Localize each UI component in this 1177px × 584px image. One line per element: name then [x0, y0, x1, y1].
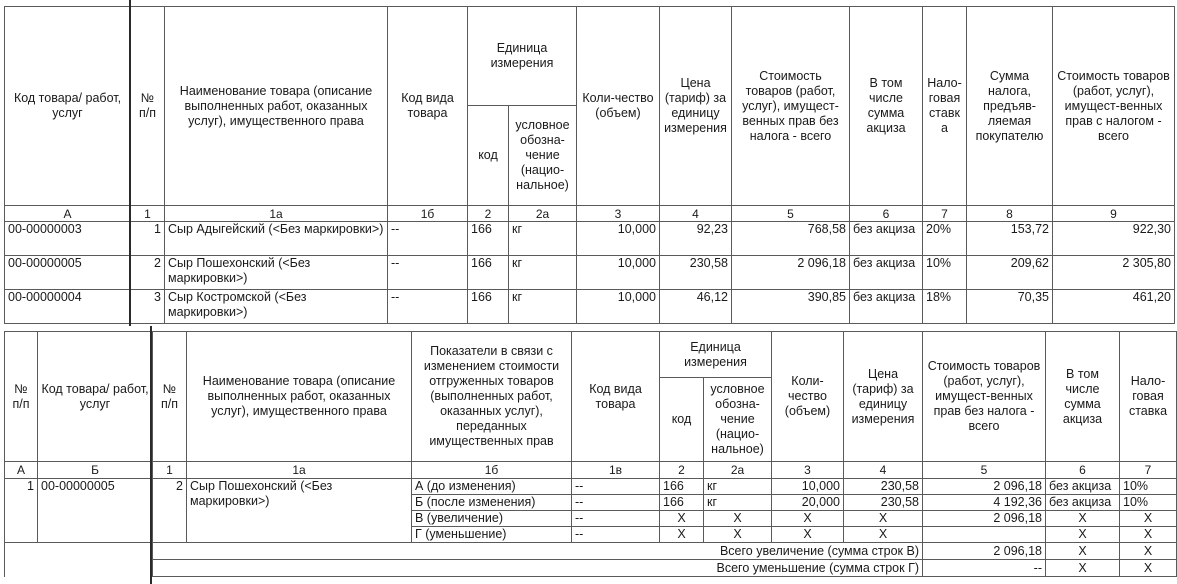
header-unit-code: код [468, 106, 509, 206]
tax-rate: X [1120, 527, 1177, 543]
cost: 2 096,18 [923, 479, 1046, 495]
unit-code: X [660, 527, 704, 543]
header-qty: Коли-чество (объем) [577, 7, 660, 206]
item-number: 3 [131, 290, 165, 324]
item-name: Сыр Пошехонский (<Без маркировки>) [187, 479, 412, 543]
total-increase-excise: X [1046, 543, 1120, 560]
adjustment-table [4, 331, 1177, 577]
header-tax: Сумма налога, предъяв-ляемая покупателю [967, 7, 1053, 206]
cost: 4 192,36 [923, 495, 1046, 511]
cost [923, 527, 1046, 543]
total-decrease-excise: X [1046, 560, 1120, 577]
excise: без акциза [850, 256, 923, 290]
cost: 2 096,18 [923, 511, 1046, 527]
colnum: 1 [153, 462, 187, 479]
column-numbers-row [5, 206, 1175, 222]
header-unit: Единица измерения [660, 332, 772, 378]
header-kind: Код вида товара [388, 7, 468, 206]
header-indicators: Показатели в связи с изменением стоимости отгруженных товаров (выполненных работ, оказанных услуг), переданных имущественных прав [412, 332, 572, 462]
header-qty: Коли-чество (объем) [772, 332, 844, 462]
item-kind: -- [388, 256, 468, 290]
total-decrease-row [5, 560, 1177, 577]
excise: без акциза [850, 222, 923, 256]
cut-line-bottom [150, 326, 152, 584]
item-number: 2 [131, 256, 165, 290]
header-num: № п/п [131, 7, 165, 206]
unit-code: 166 [468, 256, 509, 290]
total-increase-label: Всего увеличение (сумма строк В) [153, 543, 923, 560]
colnum: 3 [577, 206, 660, 222]
colnum: 7 [1120, 462, 1177, 479]
unit-code: 166 [660, 495, 704, 511]
header-cost: Стоимость товаров (работ, услуг), имущест-венных прав без налога - всего [923, 332, 1046, 462]
unit-code: X [660, 511, 704, 527]
excise: без акциза [1046, 495, 1120, 511]
total-with-tax: 922,30 [1053, 222, 1175, 256]
colnum: 7 [923, 206, 967, 222]
item-code: 00-00000005 [38, 479, 153, 543]
blank-cell [5, 543, 153, 577]
unit-symbol: кг [509, 222, 577, 256]
quantity: 20,000 [772, 495, 844, 511]
table-row [5, 222, 1175, 256]
quantity: 10,000 [772, 479, 844, 495]
indicator-label: А (до изменения) [412, 479, 572, 495]
tax-amount: 70,35 [967, 290, 1053, 324]
item-kind: -- [388, 290, 468, 324]
invoice-table [4, 6, 1175, 324]
item-kind: -- [388, 222, 468, 256]
indicator-label: Г (уменьшение) [412, 527, 572, 543]
item-kind: -- [572, 479, 660, 495]
row-number: 1 [5, 479, 38, 543]
quantity: 10,000 [577, 222, 660, 256]
header-price: Цена (тариф) за единицу измерения [660, 7, 732, 206]
unit-code: 166 [660, 479, 704, 495]
colnum: 2 [468, 206, 509, 222]
header-num2: № п/п [153, 332, 187, 462]
header-unit-code: код [660, 378, 704, 462]
item-kind: -- [572, 527, 660, 543]
unit-symbol: кг [704, 479, 772, 495]
item-number: 1 [131, 222, 165, 256]
unit-code: 166 [468, 290, 509, 324]
quantity: X [772, 527, 844, 543]
excise: X [1046, 511, 1120, 527]
total-with-tax: 461,20 [1053, 290, 1175, 324]
tax-amount: 209,62 [967, 256, 1053, 290]
column-numbers-row [5, 462, 1177, 479]
colnum: 3 [772, 462, 844, 479]
header-rate: Нало-говая ставк а [923, 7, 967, 206]
price: 230,58 [844, 495, 923, 511]
excise: без акциза [850, 290, 923, 324]
tax-rate: 10% [1120, 495, 1177, 511]
total-decrease-cost: -- [923, 560, 1046, 577]
unit-symbol: кг [509, 290, 577, 324]
colnum: 6 [850, 206, 923, 222]
item-kind: -- [572, 511, 660, 527]
colnum: 1а [165, 206, 388, 222]
excise: без акциза [1046, 479, 1120, 495]
colnum: Б [38, 462, 153, 479]
colnum: 5 [923, 462, 1046, 479]
price: X [844, 511, 923, 527]
header-total: Стоимость товаров (работ, услуг), имущест-венных прав с налогом - всего [1053, 7, 1175, 206]
unit-symbol: кг [509, 256, 577, 290]
item-code: 00-00000004 [5, 290, 131, 324]
item-code: 00-00000003 [5, 222, 131, 256]
item-kind: -- [572, 495, 660, 511]
total-increase-rate: X [1120, 543, 1177, 560]
colnum: 2 [660, 462, 704, 479]
tax-rate: 10% [923, 256, 967, 290]
header-kind: Код вида товара [572, 332, 660, 462]
quantity: 10,000 [577, 290, 660, 324]
quantity: X [772, 511, 844, 527]
header-code: Код товара/ работ, услуг [38, 332, 153, 462]
header-name: Наименование товара (описание выполненных работ, оказанных услуг), имущественного права [187, 332, 412, 462]
colnum: 4 [844, 462, 923, 479]
total-decrease-label: Всего уменьшение (сумма строк Г) [153, 560, 923, 577]
header-code: Код товара/ работ, услуг [5, 7, 131, 206]
unit-symbol: X [704, 527, 772, 543]
colnum: 1б [412, 462, 572, 479]
price: 92,23 [660, 222, 732, 256]
header-unit-sym: условное обозна-чение (нацио-нальное) [509, 106, 577, 206]
colnum: 4 [660, 206, 732, 222]
quantity: 10,000 [577, 256, 660, 290]
table-row [5, 290, 1175, 324]
indicator-label: В (увеличение) [412, 511, 572, 527]
colnum: А [5, 206, 131, 222]
header-excise: В том числе сумма акциза [850, 7, 923, 206]
colnum: А [5, 462, 38, 479]
price: 46,12 [660, 290, 732, 324]
header-excise: В том числе сумма акциза [1046, 332, 1120, 462]
tax-rate: 10% [1120, 479, 1177, 495]
colnum: 1в [572, 462, 660, 479]
header-rate: Нало-говая ставка [1120, 332, 1177, 462]
price: 230,58 [844, 479, 923, 495]
header-unit-sym: условное обозна-чение (нацио-нальное) [704, 378, 772, 462]
header-unit: Единица измерения [468, 7, 577, 106]
item-name: Сыр Пошехонский (<Без маркировки>) [165, 256, 388, 290]
item-name: Сыр Костромской (<Без маркировки>) [165, 290, 388, 324]
cost: 390,85 [732, 290, 850, 324]
colnum: 1б [388, 206, 468, 222]
colnum: 2а [509, 206, 577, 222]
unit-symbol: X [704, 511, 772, 527]
table-row [5, 479, 1177, 495]
item-code: 00-00000005 [5, 256, 131, 290]
price: X [844, 527, 923, 543]
unit-code: 166 [468, 222, 509, 256]
colnum: 8 [967, 206, 1053, 222]
item-number: 2 [153, 479, 187, 543]
table-row [5, 256, 1175, 290]
tax-rate: X [1120, 511, 1177, 527]
header-num: № п/п [5, 332, 38, 462]
colnum: 1а [187, 462, 412, 479]
header-cost: Стоимость товаров (работ, услуг), имущест-венных прав без налога - всего [732, 7, 850, 206]
cost: 768,58 [732, 222, 850, 256]
colnum: 6 [1046, 462, 1120, 479]
colnum: 5 [732, 206, 850, 222]
excise: X [1046, 527, 1120, 543]
tax-rate: 20% [923, 222, 967, 256]
header-name: Наименование товара (описание выполненных работ, оказанных услуг), имущественного права [165, 7, 388, 206]
total-with-tax: 2 305,80 [1053, 256, 1175, 290]
total-decrease-rate: X [1120, 560, 1177, 577]
colnum: 2а [704, 462, 772, 479]
unit-symbol: кг [704, 495, 772, 511]
total-increase-row [5, 543, 1177, 560]
colnum: 9 [1053, 206, 1175, 222]
cost: 2 096,18 [732, 256, 850, 290]
total-increase-cost: 2 096,18 [923, 543, 1046, 560]
header-price: Цена (тариф) за единицу измерения [844, 332, 923, 462]
cut-line-top [129, 0, 131, 326]
indicator-label: Б (после изменения) [412, 495, 572, 511]
price: 230,58 [660, 256, 732, 290]
tax-rate: 18% [923, 290, 967, 324]
tax-amount: 153,72 [967, 222, 1053, 256]
item-name: Сыр Адыгейский (<Без маркировки>) [165, 222, 388, 256]
colnum: 1 [131, 206, 165, 222]
